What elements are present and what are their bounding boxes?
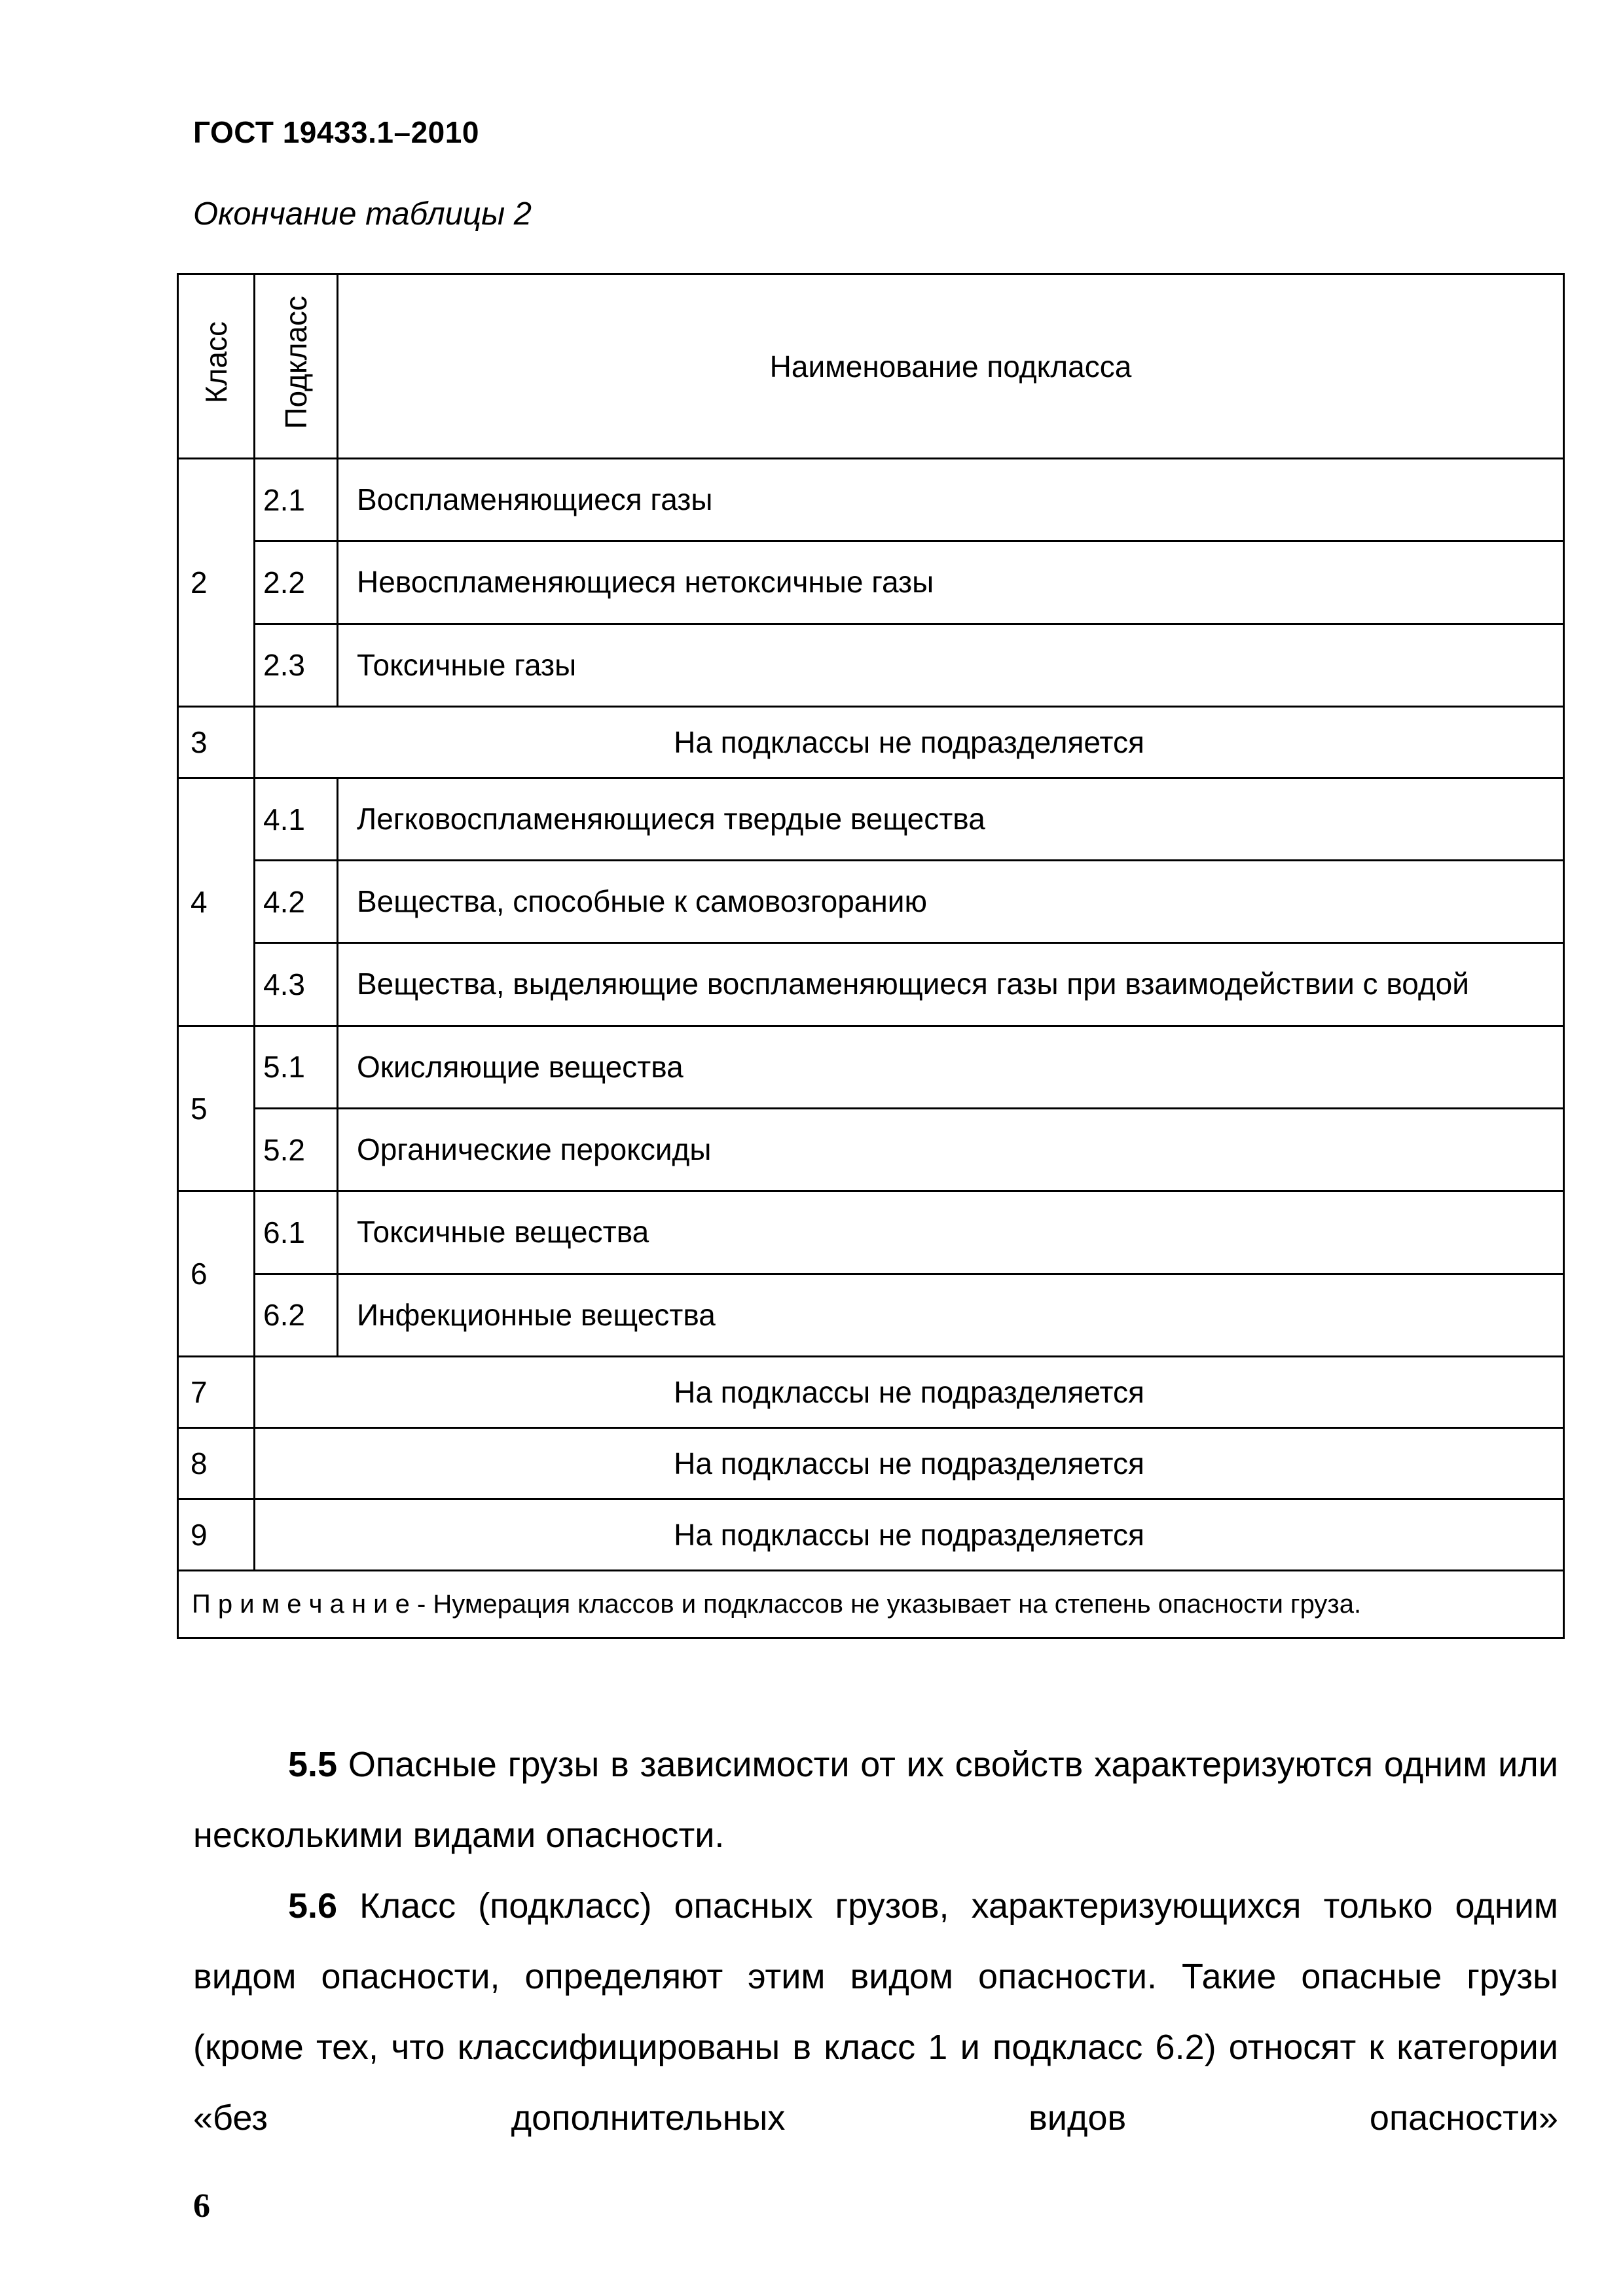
name-cell: Невоспламеняющиеся нетоксичные газы [338, 541, 1564, 624]
table-row [178, 706, 1564, 778]
table-row [178, 1109, 1564, 1191]
name-cell: Вещества, выделяющие воспламеняющиеся газы при взаимодействии с водой [338, 943, 1564, 1026]
table-row [178, 1356, 1564, 1427]
subclass-cell: 6.1 [255, 1191, 338, 1274]
span-cell: На подклассы не подразделяется [255, 706, 1564, 778]
column-header-subclass [255, 274, 338, 459]
class-cell: 2 [178, 459, 255, 707]
name-cell: Инфекционные вещества [338, 1274, 1564, 1356]
subclass-cell: 2.1 [255, 459, 338, 541]
table-header-row [178, 274, 1564, 459]
class-cell: 4 [178, 778, 255, 1026]
table-row [178, 1026, 1564, 1108]
name-cell: Токсичные вещества [338, 1191, 1564, 1274]
table-note: П р и м е ч а н и е - Нумерация классов и подклассов не указывает на степень опасности груза. [178, 1570, 1564, 1638]
subclass-cell: 6.2 [255, 1274, 338, 1356]
subclass-cell: 2.3 [255, 624, 338, 706]
class-cell: 5 [178, 1026, 255, 1191]
span-cell: На подклассы не подразделяется [255, 1499, 1564, 1570]
table-row [178, 1499, 1564, 1570]
subclass-cell: 4.1 [255, 778, 338, 860]
page-number: 6 [193, 2187, 210, 2225]
paragraph-5-6 [193, 1871, 1558, 2153]
class-cell: 7 [178, 1356, 255, 1427]
name-cell: Токсичные газы [338, 624, 1564, 706]
table-row [178, 1274, 1564, 1356]
clause-number: 5.5 [288, 1744, 338, 1784]
column-header-subclass-label: Подкласс [279, 296, 313, 429]
clause-text: Класс (подкласс) опасных грузов, характеризующихся только одним видом опасности, определяют этим видом опасности. Такие опасные грузы (кроме тех, что классифицированы в класс 1 и подкласс 6.2) относят к категории «без дополнительных видов опасности» [193, 1886, 1558, 2138]
body-text [193, 1729, 1558, 2153]
subclass-cell: 4.2 [255, 861, 338, 943]
table-row [178, 459, 1564, 541]
class-cell: 6 [178, 1191, 255, 1357]
class-cell: 9 [178, 1499, 255, 1570]
table-row [178, 1191, 1564, 1274]
span-cell: На подклассы не подразделяется [255, 1356, 1564, 1427]
document-title: ГОСТ 19433.1–2010 [193, 115, 479, 149]
table-row [178, 541, 1564, 624]
table-row [178, 861, 1564, 943]
name-cell: Вещества, способные к самовозгоранию [338, 861, 1564, 943]
subclass-cell: 5.2 [255, 1109, 338, 1191]
column-header-name: Наименование подкласса [338, 274, 1564, 459]
table-caption: Окончание таблицы 2 [193, 196, 532, 232]
table-row [178, 943, 1564, 1026]
clause-text: Опасные грузы в зависимости от их свойств характеризуются одним или несколькими видами опасности. [193, 1744, 1558, 1855]
paragraph-5-5 [193, 1729, 1558, 1871]
name-cell: Воспламеняющиеся газы [338, 459, 1564, 541]
hazard-class-table [177, 273, 1565, 1639]
column-header-class-label: Класс [199, 321, 233, 404]
clause-number: 5.6 [288, 1886, 338, 1926]
span-cell: На подклассы не подразделяется [255, 1427, 1564, 1499]
subclass-cell: 4.3 [255, 943, 338, 1026]
name-cell: Окисляющие вещества [338, 1026, 1564, 1108]
name-cell: Органические пероксиды [338, 1109, 1564, 1191]
class-cell: 8 [178, 1427, 255, 1499]
name-cell: Легковоспламеняющиеся твердые вещества [338, 778, 1564, 860]
class-cell: 3 [178, 706, 255, 778]
table-row [178, 778, 1564, 860]
subclass-cell: 5.1 [255, 1026, 338, 1108]
column-header-class [178, 274, 255, 459]
subclass-cell: 2.2 [255, 541, 338, 624]
table-row [178, 1427, 1564, 1499]
table-row [178, 624, 1564, 706]
table-note-row [178, 1570, 1564, 1638]
